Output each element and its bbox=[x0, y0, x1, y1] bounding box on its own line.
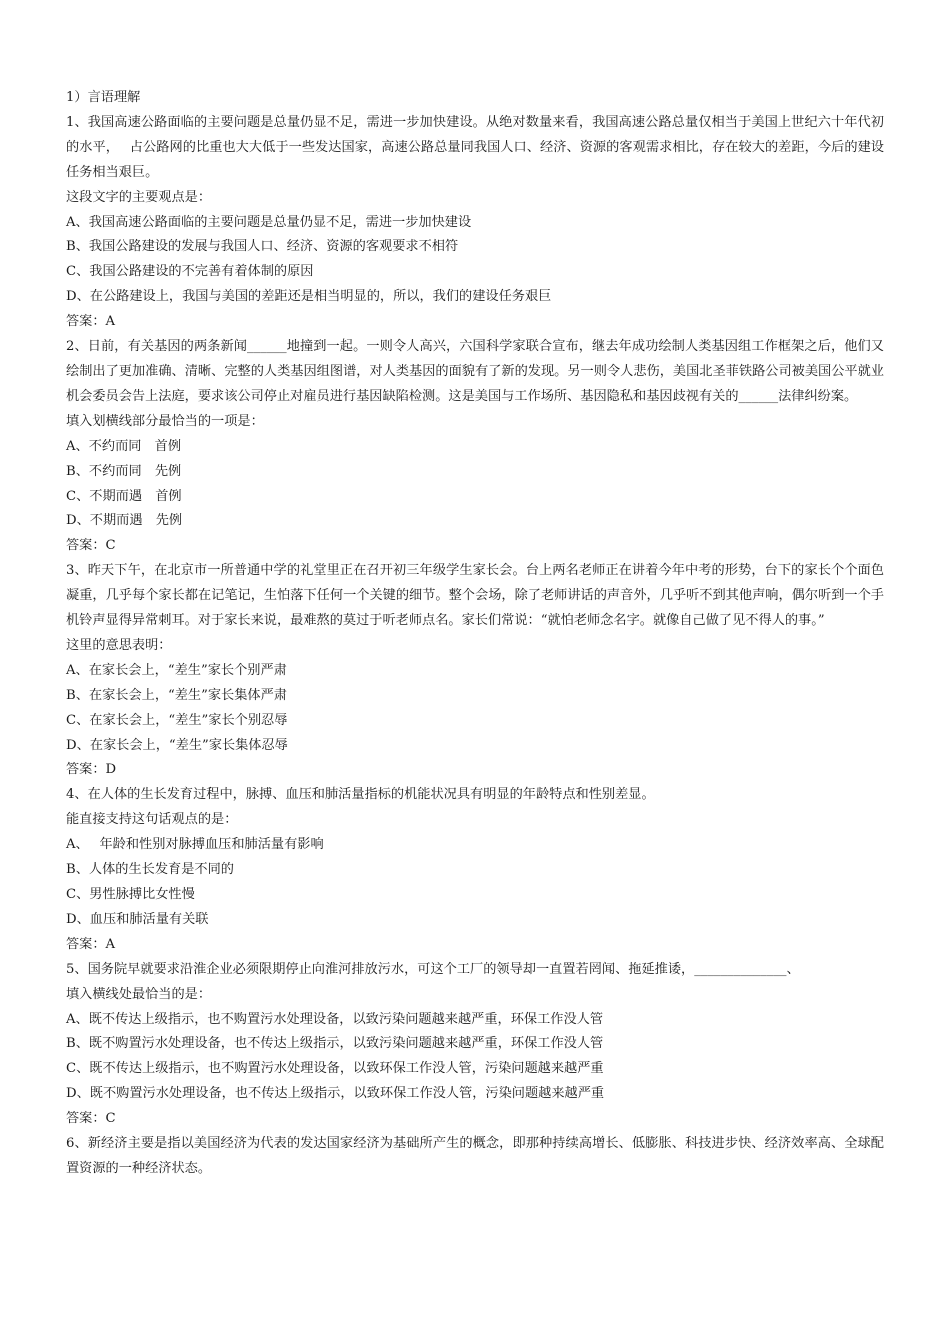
question-prompt: 这段文字的主要观点是： bbox=[66, 189, 212, 205]
answer: 答案：A bbox=[66, 314, 116, 330]
question-5 bbox=[66, 958, 884, 1132]
question-1 bbox=[66, 111, 884, 335]
option-b: B、我国公路建设的发展与我国人口、经济、资源的客观要求不相符 bbox=[66, 239, 459, 255]
option-a: A、不约而同 首例 bbox=[66, 438, 182, 454]
question-prompt: 填入横线处最恰当的是： bbox=[66, 986, 212, 1002]
question-3 bbox=[66, 559, 884, 783]
option-b: B、人体的生长发育是不同的 bbox=[66, 862, 234, 878]
question-stem: 2、日前，有关基因的两条新闻______地撞到一起。一则令人高兴，六国科学家联合宣布，继去年成功绘制人类基因组工作框架之后，他们又绘制出了更加准确、清晰、完整的人类基因组图谱，对人类基因的面貌有了新的发现。另一则令人悲伤，美国北圣菲铁路公司被美国公平就业机会委员会告上法庭，要求该公司停止对雇员进行基因缺陷检测。这是美国与工作场所、基因隐私和基因歧视有关的______法律纠纷案。 bbox=[66, 339, 884, 404]
option-d: D、既不购置污水处理设备，也不传达上级指示，以致环保工作没人管，污染问题越来越严重 bbox=[66, 1086, 605, 1102]
question-prompt: 能直接支持这句话观点的是： bbox=[66, 812, 238, 828]
option-c: C、男性脉搏比女性慢 bbox=[66, 887, 195, 902]
question-stem: 5、国务院早就要求沿淮企业必须限期停止向淮河排放污水，可这个工厂的领导却一直置若罔闻、拖延推诿，______________、 bbox=[66, 961, 800, 977]
document-body bbox=[66, 86, 884, 1182]
question-prompt: 这里的意思表明： bbox=[66, 637, 172, 653]
option-d: D、血压和肺活量有关联 bbox=[66, 911, 209, 927]
option-b: B、既不购置污水处理设备，也不传达上级指示，以致污染问题越来越严重，环保工作没人管 bbox=[66, 1036, 604, 1052]
answer: 答案：C bbox=[66, 538, 116, 554]
question-stem: 6、新经济主要是指以美国经济为代表的发达国家经济为基础所产生的概念，即那种持续高增长、低膨胀、科技进步快、经济效率高、全球配置资源的一种经济状态。 bbox=[66, 1136, 884, 1176]
question-6 bbox=[66, 1132, 884, 1182]
option-a: A、 年龄和性别对脉搏血压和肺活量有影响 bbox=[66, 837, 324, 853]
option-b: B、在家长会上，“差生”家长集体严肃 bbox=[66, 687, 287, 703]
option-d: D、在公路建设上，我国与美国的差距还是相当明显的，所以，我们的建设任务艰巨 bbox=[66, 289, 552, 305]
question-prompt: 填入划横线部分最恰当的一项是： bbox=[66, 413, 264, 429]
option-c: C、我国公路建设的不完善有着体制的原因 bbox=[66, 264, 314, 280]
option-d: D、不期而遇 先例 bbox=[66, 513, 183, 529]
option-c: C、在家长会上，“差生”家长个别忍辱 bbox=[66, 712, 288, 728]
question-stem: 4、在人体的生长发育过程中，脉搏、血压和肺活量指标的机能状况具有明显的年龄特点和性别差显。 bbox=[66, 787, 655, 803]
option-a: A、我国高速公路面临的主要问题是总量仍显不足，需进一步加快建设 bbox=[66, 214, 472, 230]
answer: 答案：A bbox=[66, 936, 116, 952]
question-stem: 3、昨天下午，在北京市一所普通中学的礼堂里正在召开初三年级学生家长会。台上两名老师正在讲着今年中考的形势，台下的家长个个面色凝重，几乎每个家长都在记笔记，生怕落下任何一个关键的细节。整个会场，除了老师讲话的声音外，几乎听不到其他声响，偶尔听到一个手机铃声显得异常刺耳。对于家长来说，最难熬的莫过于听老师点名。家长们常说：“就怕老师念名字。就像自己做了见不得人的事。” bbox=[66, 563, 884, 629]
option-c: C、不期而遇 首例 bbox=[66, 488, 182, 504]
option-b: B、不约而同 先例 bbox=[66, 463, 182, 479]
option-d: D、在家长会上，“差生”家长集体忍辱 bbox=[66, 737, 288, 753]
answer: 答案：D bbox=[66, 762, 117, 778]
question-4 bbox=[66, 783, 884, 957]
option-c: C、既不传达上级指示，也不购置污水处理设备，以致环保工作没人管，污染问题越来越严重 bbox=[66, 1061, 604, 1077]
option-a: A、在家长会上，“差生”家长个别严肃 bbox=[66, 662, 287, 678]
option-a: A、既不传达上级指示，也不购置污水处理设备，以致污染问题越来越严重，环保工作没人管 bbox=[66, 1011, 604, 1027]
answer: 答案：C bbox=[66, 1111, 116, 1127]
question-stem: 1、我国高速公路面临的主要问题是总量仍显不足，需进一步加快建设。从绝对数量来看，我国高速公路总量仅相当于美国上世纪六十年代初的水平， 占公路网的比重也大大低于一些发达国家，高速公路总量同我国人口、经济、资源的客观需求相比，存在较大的差距，今后的建设任务相当艰巨。 bbox=[66, 114, 884, 180]
section-title: 1）言语理解 bbox=[66, 90, 141, 105]
question-2 bbox=[66, 335, 884, 559]
